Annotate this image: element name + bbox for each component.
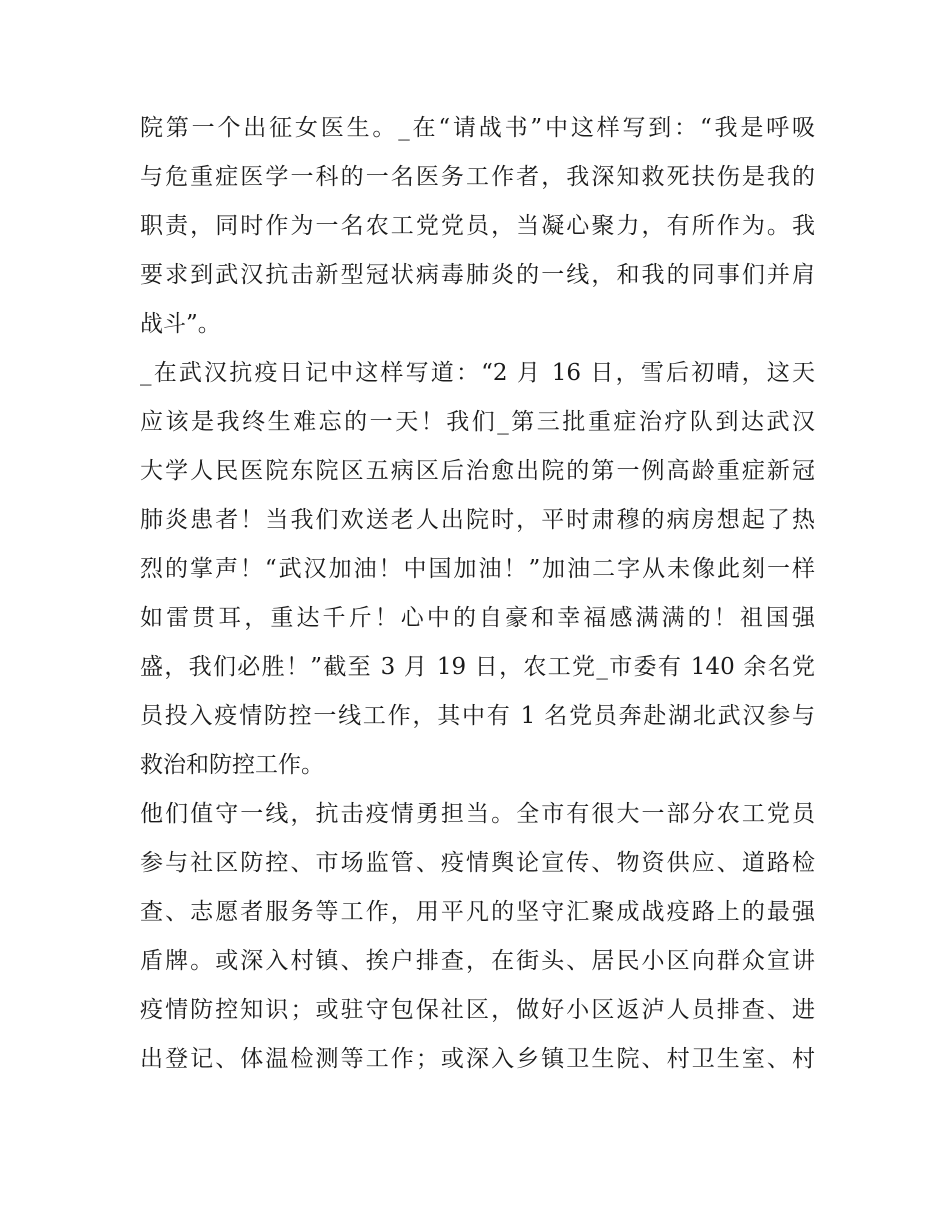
text-line: 出登记、体温检测等工作；或深入乡镇卫生院、村卫生室、村 bbox=[140, 1046, 815, 1072]
text-line: 应该是我终生难忘的一天！我们_第三批重症治疗队到达武汉 bbox=[140, 409, 815, 435]
text-line: 院第一个出征女医生。_在“请战书”中这样写到：“我是呼吸 bbox=[140, 115, 815, 141]
text-line: 盛，我们必胜！”截至 3 月 19 日，农工党_市委有 140 余名党 bbox=[140, 654, 815, 680]
text-line: 与危重症医学一科的一名医务工作者，我深知救死扶伤是我的 bbox=[140, 164, 815, 190]
document-page bbox=[140, 104, 815, 1084]
paragraph-2 bbox=[140, 349, 815, 790]
paragraph-1 bbox=[140, 104, 815, 349]
text-line: _在武汉抗疫日记中这样写道：“2 月 16 日，雪后初晴，这天 bbox=[140, 360, 815, 386]
text-line: 救治和防控工作。 bbox=[140, 752, 324, 778]
text-line: 如雷贯耳，重达千斤！心中的自豪和幸福感满满的！祖国强 bbox=[140, 605, 815, 631]
text-line: 他们值守一线，抗击疫情勇担当。全市有很大一部分农工党员 bbox=[140, 801, 815, 827]
text-line: 参与社区防控、市场监管、疫情舆论宣传、物资供应、道路检 bbox=[140, 850, 815, 876]
text-line: 要求到武汉抗击新型冠状病毒肺炎的一线，和我的同事们并肩 bbox=[140, 262, 815, 288]
text-line: 大学人民医院东院区五病区后治愈出院的第一例高龄重症新冠 bbox=[140, 458, 815, 484]
text-line: 职责，同时作为一名农工党党员，当凝心聚力，有所作为。我 bbox=[140, 213, 815, 239]
text-line: 员投入疫情防控一线工作，其中有 1 名党员奔赴湖北武汉参与 bbox=[140, 703, 815, 729]
text-line: 查、志愿者服务等工作，用平凡的坚守汇聚成战疫路上的最强 bbox=[140, 899, 815, 925]
text-line: 盾牌。或深入村镇、挨户排查，在街头、居民小区向群众宣讲 bbox=[140, 948, 815, 974]
text-line: 肺炎患者！当我们欢送老人出院时，平时肃穆的病房想起了热 bbox=[140, 507, 815, 533]
text-line: 烈的掌声！“武汉加油！中国加油！”加油二字从未像此刻一样 bbox=[140, 556, 815, 582]
text-line: 战斗”。 bbox=[140, 311, 221, 337]
text-line: 疫情防控知识；或驻守包保社区，做好小区返泸人员排查、进 bbox=[140, 997, 815, 1023]
paragraph-3 bbox=[140, 790, 815, 1084]
